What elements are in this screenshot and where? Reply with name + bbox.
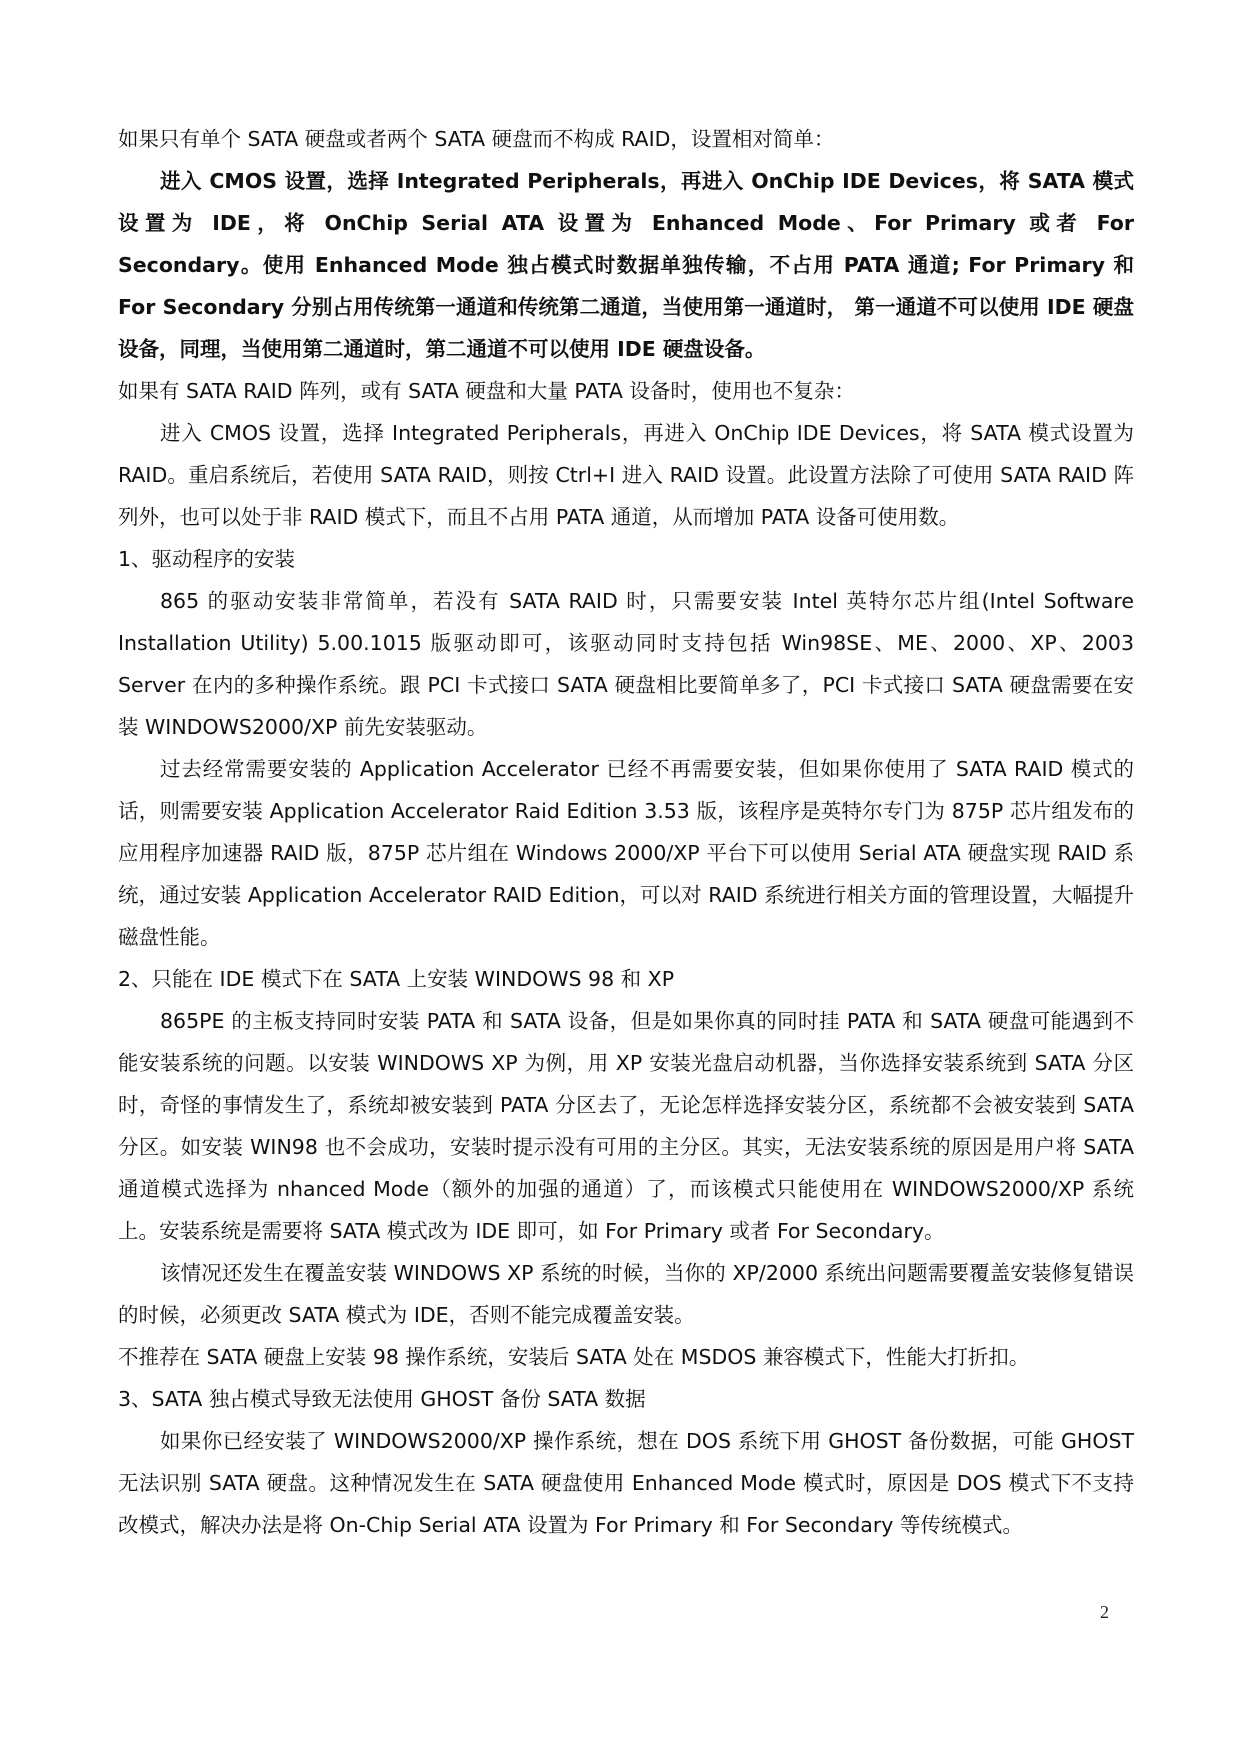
- intro-sata-raid: 如果有 SATA RAID 阵列，或有 SATA 硬盘和大量 PATA 设备时，使用也不复杂：: [118, 379, 855, 403]
- application-accelerator-paragraph: 过去经常需要安装的 Application Accelerator 已经不再需要安装，但如果你使用了 SATA RAID 模式的话，则需要安装 Application Accelerator Raid Edition 3.53 版，该程序是英特尔专门为 875P 芯片组发布的应用程序加速器 RAID 版，875P 芯片组在 Windows 2000/XP 平台下可以使用 Serial ATA 硬盘实现 RAID 系统，通过安装 Application Accelerator RAID Edition，可以对 RAID 系统进行相关方面的管理设置，大幅提升磁盘性能。: [118, 757, 1134, 949]
- overwrite-install-paragraph: 该情况还发生在覆盖安装 WINDOWS XP 系统的时候，当你的 XP/2000 系统出问题需要覆盖安装修复错误的时候，必须更改 SATA 模式为 IDE，否则不能完成覆盖安装。: [118, 1261, 1134, 1327]
- ghost-backup-paragraph: 如果你已经安装了 WINDOWS2000/XP 操作系统，想在 DOS 系统下用 GHOST 备份数据，可能 GHOST 无法识别 SATA 硬盘。这种情况发生在 SATA 硬盘使用 Enhanced Mode 模式时，原因是 DOS 模式下不支持改模式，解决办法是将 On-Chip Serial ATA 设置为 For Primary 和 For Secondary 等传统模式。: [118, 1429, 1134, 1537]
- section-heading-1: 1、驱动程序的安装: [118, 547, 296, 571]
- section-heading-2: 2、只能在 IDE 模式下在 SATA 上安装 WINDOWS 98 和 XP: [118, 967, 675, 991]
- page-number: 2: [1100, 1602, 1109, 1622]
- win98-recommendation: 不推荐在 SATA 硬盘上安装 98 操作系统，安装后 SATA 处在 MSDOS 兼容模式下，性能大打折扣。: [118, 1345, 1030, 1369]
- intro-single-sata: 如果只有单个 SATA 硬盘或者两个 SATA 硬盘而不构成 RAID，设置相对简单：: [118, 127, 835, 151]
- cmos-ide-instructions: 进入 CMOS 设置，选择 Integrated Peripherals，再进入 OnChip IDE Devices，将 SATA 模式设置为 IDE，将 OnChip Serial ATA 设置为 Enhanced Mode、For Primary 或者 For Secondary。使用 Enhanced Mode 独占模式时数据单独传输，不占用 PATA 通道; For Primary 和 For Secondary 分别占用传统第一通道和传统第二通道，当使用第一通道时， 第一通道不可以使用 IDE 硬盘设备，同理，当使用第二通道时，第二通道不可以使用 IDE 硬盘设备。: [118, 169, 1134, 361]
- pata-sata-install-paragraph: 865PE 的主板支持同时安装 PATA 和 SATA 设备，但是如果你真的同时挂 PATA 和 SATA 硬盘可能遇到不能安装系统的问题。以安装 WINDOWS XP 为例，用 XP 安装光盘启动机器，当你选择安装系统到 SATA 分区时，奇怪的事情发生了，系统却被安装到 PATA 分区去了，无论怎样选择安装分区，系统都不会被安装到 SATA 分区。如安装 WIN98 也不会成功，安装时提示没有可用的主分区。其实，无法安装系统的原因是用户将 SATA 通道模式选择为 nhanced Mode（额外的加强的通道）了，而该模式只能使用在 WINDOWS2000/XP 系统上。安装系统是需要将 SATA 模式改为 IDE 即可，如 For Primary 或者 For Secondary。: [118, 1009, 1134, 1243]
- document-body: [118, 118, 1134, 1546]
- driver-install-paragraph: 865 的驱动安装非常简单，若没有 SATA RAID 时，只需要安装 Intel 英特尔芯片组(Intel Software Installation Utility) 5.00.1015 版驱动即可，该驱动同时支持包括 Win98SE、ME、2000、XP、2003 Server 在内的多种操作系统。跟 PCI 卡式接口 SATA 硬盘相比要简单多了，PCI 卡式接口 SATA 硬盘需要在安装 WINDOWS2000/XP 前先安装驱动。: [118, 589, 1134, 739]
- section-heading-3: 3、SATA 独占模式导致无法使用 GHOST 备份 SATA 数据: [118, 1387, 646, 1411]
- cmos-raid-instructions: 进入 CMOS 设置，选择 Integrated Peripherals，再进入 OnChip IDE Devices，将 SATA 模式设置为 RAID。重启系统后，若使用 SATA RAID，则按 Ctrl+I 进入 RAID 设置。此设置方法除了可使用 SATA RAID 阵列外，也可以处于非 RAID 模式下，而且不占用 PATA 通道，从而增加 PATA 设备可使用数。: [118, 421, 1134, 529]
